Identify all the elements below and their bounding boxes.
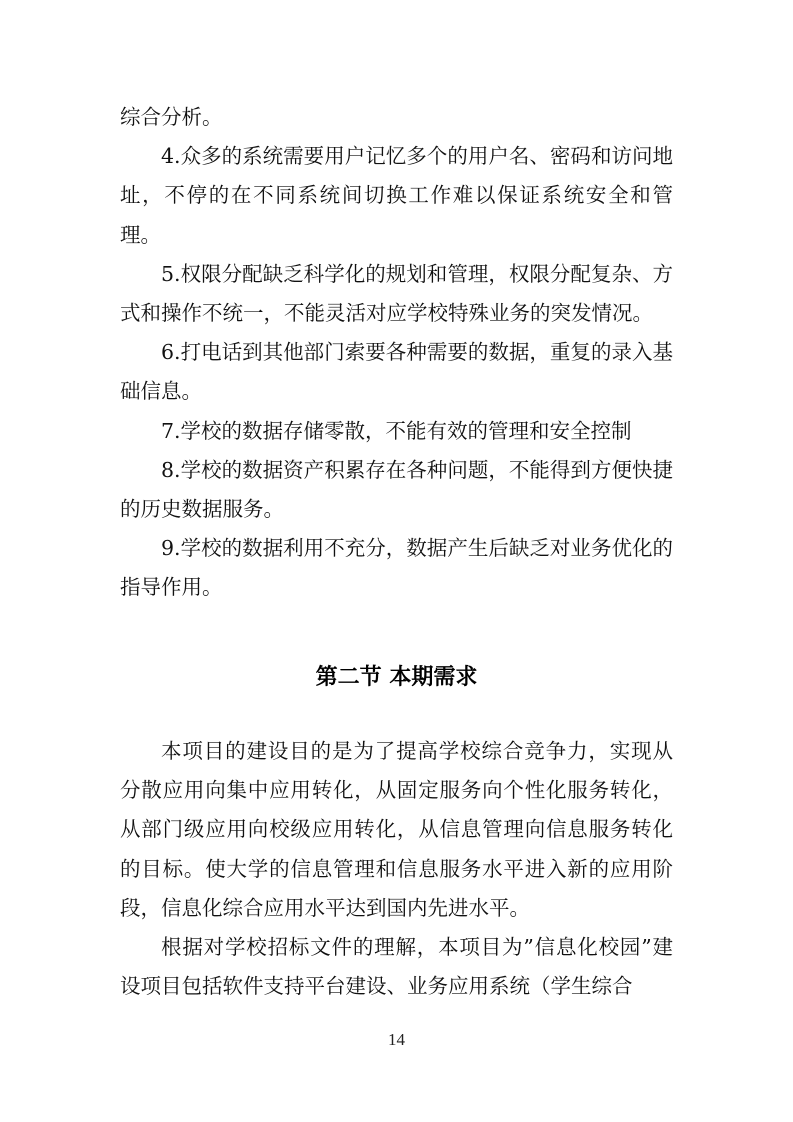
- list-item-9: 9.学校的数据利用不充分，数据产生后缺乏对业务优化的指导作用。: [120, 536, 673, 600]
- list-item-7: 7.学校的数据存储零散，不能有效的管理和安全控制: [161, 418, 632, 443]
- page-number: 14: [388, 1030, 405, 1049]
- list-item-8: 8.学校的数据资产积累存在各种问题，不能得到方便快捷的历史数据服务。: [120, 457, 673, 522]
- paragraph-project-goal: 本项目的建设目的是为了提高学校综合竞争力，实现从分散应用向集中应用转化，从固定服务向个性化服务转化，从部门级应用向校级应用转化，从信息管理向信息服务转化的目标。使大学的信息管理和信息服务水平进入新的应用阶段，信息化综合应用水平达到国内先进水平。: [120, 739, 673, 920]
- paragraph-project-scope: 根据对学校招标文件的理解，本项目为”信息化校园”建设项目包括软件支持平台建设、业务应用系统（学生综合: [120, 935, 673, 999]
- list-item-5: 5.权限分配缺乏科学化的规划和管理，权限分配复杂、方式和操作不统一，不能灵活对应学校特殊业务的突发情况。: [120, 261, 673, 326]
- list-item-4: 4.众多的系统需要用户记忆多个的用户名、密码和访问地址，不停的在不同系统间切换工作难以保证系统安全和管理。: [120, 144, 673, 247]
- section-heading: 第二节 本期需求: [315, 665, 478, 690]
- body-text-block-2: [120, 732, 673, 1006]
- list-item-6: 6.打电话到其他部门索要各种需要的数据，重复的录入基础信息。: [120, 340, 673, 404]
- body-text-block-1: [120, 98, 673, 608]
- paragraph-continuation: 综合分析。: [120, 105, 223, 129]
